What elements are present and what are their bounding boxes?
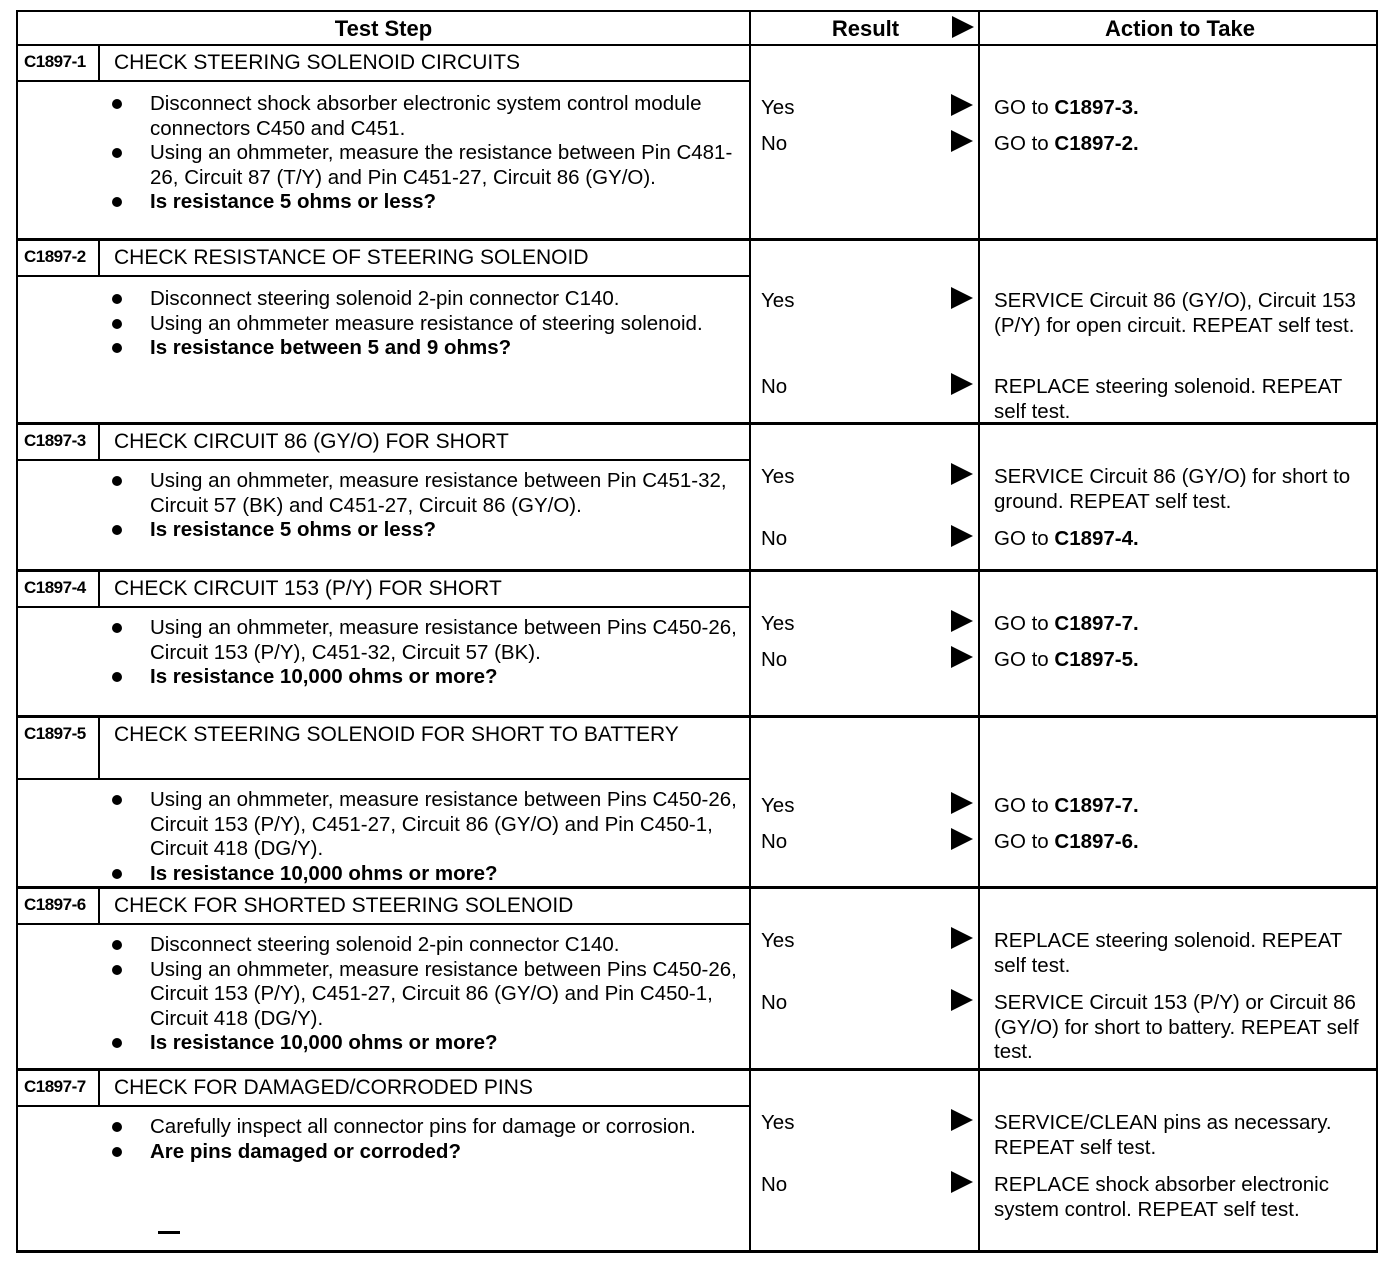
action-prefix: GO to [994, 132, 1055, 155]
column-divider [978, 718, 980, 886]
action-text [994, 1111, 1379, 1160]
instruction-item [110, 616, 740, 665]
arrow-right-icon [951, 463, 973, 485]
question-item [110, 518, 740, 543]
step-title: CHECK STEERING SOLENOID CIRCUITS [114, 51, 521, 74]
instruction-text: Disconnect steering solenoid 2-pin connector C140. [150, 933, 620, 956]
arrow-right-icon [951, 287, 973, 309]
arrow-right-icon [951, 828, 973, 850]
instruction-item [110, 1115, 740, 1140]
action-text [994, 96, 1379, 121]
action-step-ref: C1897-7. [1054, 612, 1139, 635]
column-divider [749, 241, 751, 422]
header-result: Result [749, 12, 980, 44]
question-text: Is resistance 5 ohms or less? [150, 518, 436, 541]
action-step-ref: C1897-4. [1054, 527, 1139, 550]
arrow-right-icon [951, 1171, 973, 1193]
question-item [110, 336, 740, 361]
question-item [110, 1031, 740, 1056]
result-label: No [761, 991, 788, 1014]
instruction-item [110, 469, 740, 518]
result-label: No [761, 375, 788, 398]
table-header [16, 10, 1378, 46]
action-step-ref: C1897-3. [1054, 96, 1139, 119]
result-label: No [761, 1173, 788, 1196]
action-prefix: REPLACE shock absorber electronic system control. REPEAT self test. [994, 1173, 1329, 1221]
test-step-row [16, 241, 1378, 425]
column-divider [978, 241, 980, 422]
action-prefix: SERVICE Circuit 86 (GY/O) for short to ground. REPEAT self test. [994, 465, 1351, 513]
step-instructions [110, 287, 740, 361]
diagnostic-table [16, 10, 1378, 1253]
stray-mark [158, 1231, 180, 1234]
instruction-text: Using an ohmmeter measure resistance of steering solenoid. [150, 311, 703, 335]
step-id: C1897-5 [18, 718, 100, 778]
step-instructions [110, 616, 740, 690]
step-title-row [18, 1071, 749, 1107]
arrow-right-icon [951, 525, 973, 547]
step-title-row [18, 46, 749, 82]
arrow-right-icon [951, 1109, 973, 1131]
step-title: CHECK RESISTANCE OF STEERING SOLENOID [114, 246, 589, 269]
question-text: Is resistance 10,000 ohms or more? [150, 861, 498, 885]
step-title: CHECK FOR DAMAGED/CORRODED PINS [114, 1076, 533, 1099]
step-title: CHECK FOR SHORTED STEERING SOLENOID [114, 894, 574, 917]
action-text [994, 1173, 1379, 1222]
action-prefix: GO to [994, 612, 1055, 635]
action-prefix: GO to [994, 527, 1055, 550]
action-prefix: GO to [994, 794, 1055, 817]
result-label: Yes [761, 1111, 795, 1134]
header-test-step: Test Step [334, 16, 433, 41]
action-text [994, 375, 1379, 424]
instruction-item [110, 287, 740, 312]
step-title-row [18, 718, 749, 780]
action-prefix: REPLACE steering solenoid. REPEAT self test. [994, 375, 1342, 423]
result-label: Yes [761, 929, 795, 952]
steps-container [16, 46, 1378, 1253]
instruction-text: Using an ohmmeter, measure resistance between Pin C451-32, Circuit 57 (BK) and C451-27, Circuit 86 (GY/O). [150, 469, 727, 517]
result-label: No [761, 648, 788, 671]
arrow-right-icon [951, 130, 973, 152]
step-title: CHECK CIRCUIT 86 (GY/O) FOR SHORT [114, 430, 509, 453]
action-text [994, 132, 1379, 157]
column-divider [978, 1071, 980, 1250]
arrow-right-icon [951, 94, 973, 116]
test-step-row [16, 1071, 1378, 1253]
step-id: C1897-1 [18, 46, 100, 80]
step-id: C1897-7 [18, 1071, 100, 1105]
instruction-text: Using an ohmmeter, measure resistance between Pins C450-26, Circuit 153 (P/Y), C451-32, Circuit 57 (BK). [150, 616, 737, 664]
instruction-text: Using an ohmmeter, measure resistance between Pins C450-26, Circuit 153 (P/Y), C451-27, Circuit 86 (GY/O) and Pin C450-1, Circuit 418 (DG/Y). [150, 788, 737, 860]
instruction-item [110, 958, 740, 1032]
step-title-row [18, 889, 749, 925]
column-divider [749, 46, 751, 238]
action-text [994, 612, 1379, 637]
action-step-ref: C1897-5. [1054, 648, 1139, 671]
column-divider [749, 572, 751, 715]
arrow-right-icon [951, 989, 973, 1011]
step-instructions [110, 92, 740, 215]
header-action: Action to Take [978, 12, 1380, 44]
step-instructions [110, 788, 740, 886]
column-divider [978, 889, 980, 1068]
test-step-row [16, 889, 1378, 1071]
arrow-right-icon [951, 927, 973, 949]
arrow-right-icon [951, 610, 973, 632]
question-text: Are pins damaged or corroded? [150, 1139, 461, 1163]
column-divider [749, 425, 751, 569]
action-step-ref: C1897-6. [1054, 830, 1139, 853]
test-step-row [16, 718, 1378, 889]
instruction-item [110, 312, 740, 337]
action-prefix: SERVICE/CLEAN pins as necessary. REPEAT self test. [994, 1111, 1332, 1159]
question-item [110, 1140, 740, 1165]
test-step-row [16, 572, 1378, 718]
question-text: Is resistance 5 ohms or less? [150, 190, 436, 213]
result-label: No [761, 527, 788, 550]
instruction-text: Disconnect steering solenoid 2-pin connector C140. [150, 287, 620, 310]
arrow-right-icon [951, 646, 973, 668]
action-text [994, 991, 1379, 1065]
action-prefix: GO to [994, 648, 1055, 671]
action-prefix: SERVICE Circuit 86 (GY/O), Circuit 153 (P/Y) for open circuit. REPEAT self test. [994, 289, 1356, 337]
action-prefix: SERVICE Circuit 153 (P/Y) or Circuit 86 (GY/O) for short to battery. REPEAT self test. [994, 991, 1359, 1063]
step-title-row [18, 241, 749, 277]
instruction-text: Disconnect shock absorber electronic system control module connectors C450 and C451. [150, 92, 702, 140]
arrow-right-icon [951, 373, 973, 395]
instruction-item [110, 933, 740, 958]
action-text [994, 648, 1379, 673]
step-title: CHECK CIRCUIT 153 (P/Y) FOR SHORT [114, 577, 502, 600]
question-text: Is resistance between 5 and 9 ohms? [150, 336, 512, 359]
result-label: No [761, 830, 788, 853]
step-instructions [110, 1115, 740, 1164]
step-id: C1897-3 [18, 425, 100, 459]
action-text [994, 830, 1379, 855]
action-step-ref: C1897-7. [1054, 794, 1139, 817]
result-label: Yes [761, 612, 795, 635]
action-text [994, 929, 1379, 978]
action-text [994, 794, 1379, 819]
action-text [994, 527, 1379, 552]
column-divider [978, 46, 980, 238]
arrow-right-icon [952, 14, 974, 46]
action-prefix: GO to [994, 830, 1055, 853]
result-label: Yes [761, 794, 795, 817]
column-divider [749, 718, 751, 886]
instruction-text: Using an ohmmeter, measure the resistance between Pin C481-26, Circuit 87 (T/Y) and Pin C451-27, Circuit 86 (GY/O). [150, 141, 733, 189]
column-divider [978, 425, 980, 569]
test-step-row [16, 46, 1378, 241]
step-title: CHECK STEERING SOLENOID FOR SHORT TO BATTERY [114, 723, 679, 746]
step-id: C1897-6 [18, 889, 100, 923]
action-prefix: GO to [994, 96, 1055, 119]
action-text [994, 289, 1379, 338]
result-label: Yes [761, 96, 795, 119]
action-text [994, 465, 1379, 514]
step-title-row [18, 425, 749, 461]
action-step-ref: C1897-2. [1054, 132, 1139, 155]
result-label: Yes [761, 465, 795, 488]
step-instructions [110, 469, 740, 543]
arrow-right-icon [951, 792, 973, 814]
step-title-row [18, 572, 749, 608]
instruction-item [110, 788, 740, 862]
step-instructions [110, 933, 740, 1056]
column-divider [978, 572, 980, 715]
instruction-item [110, 92, 740, 141]
question-text: Is resistance 10,000 ohms or more? [150, 665, 498, 688]
step-id: C1897-2 [18, 241, 100, 275]
instruction-item [110, 141, 740, 190]
step-id: C1897-4 [18, 572, 100, 606]
instruction-text: Carefully inspect all connector pins for damage or corrosion. [150, 1115, 696, 1138]
column-divider [749, 889, 751, 1068]
question-item [110, 862, 740, 887]
question-item [110, 190, 740, 215]
test-step-row [16, 425, 1378, 572]
question-item [110, 665, 740, 690]
question-text: Is resistance 10,000 ohms or more? [150, 1031, 498, 1054]
action-prefix: REPLACE steering solenoid. REPEAT self test. [994, 929, 1342, 977]
result-label: No [761, 132, 788, 155]
result-label: Yes [761, 289, 795, 312]
column-divider [749, 1071, 751, 1250]
instruction-text: Using an ohmmeter, measure resistance between Pins C450-26, Circuit 153 (P/Y), C451-27, Circuit 86 (GY/O) and Pin C450-1, Circuit 418 (DG/Y). [150, 957, 737, 1030]
